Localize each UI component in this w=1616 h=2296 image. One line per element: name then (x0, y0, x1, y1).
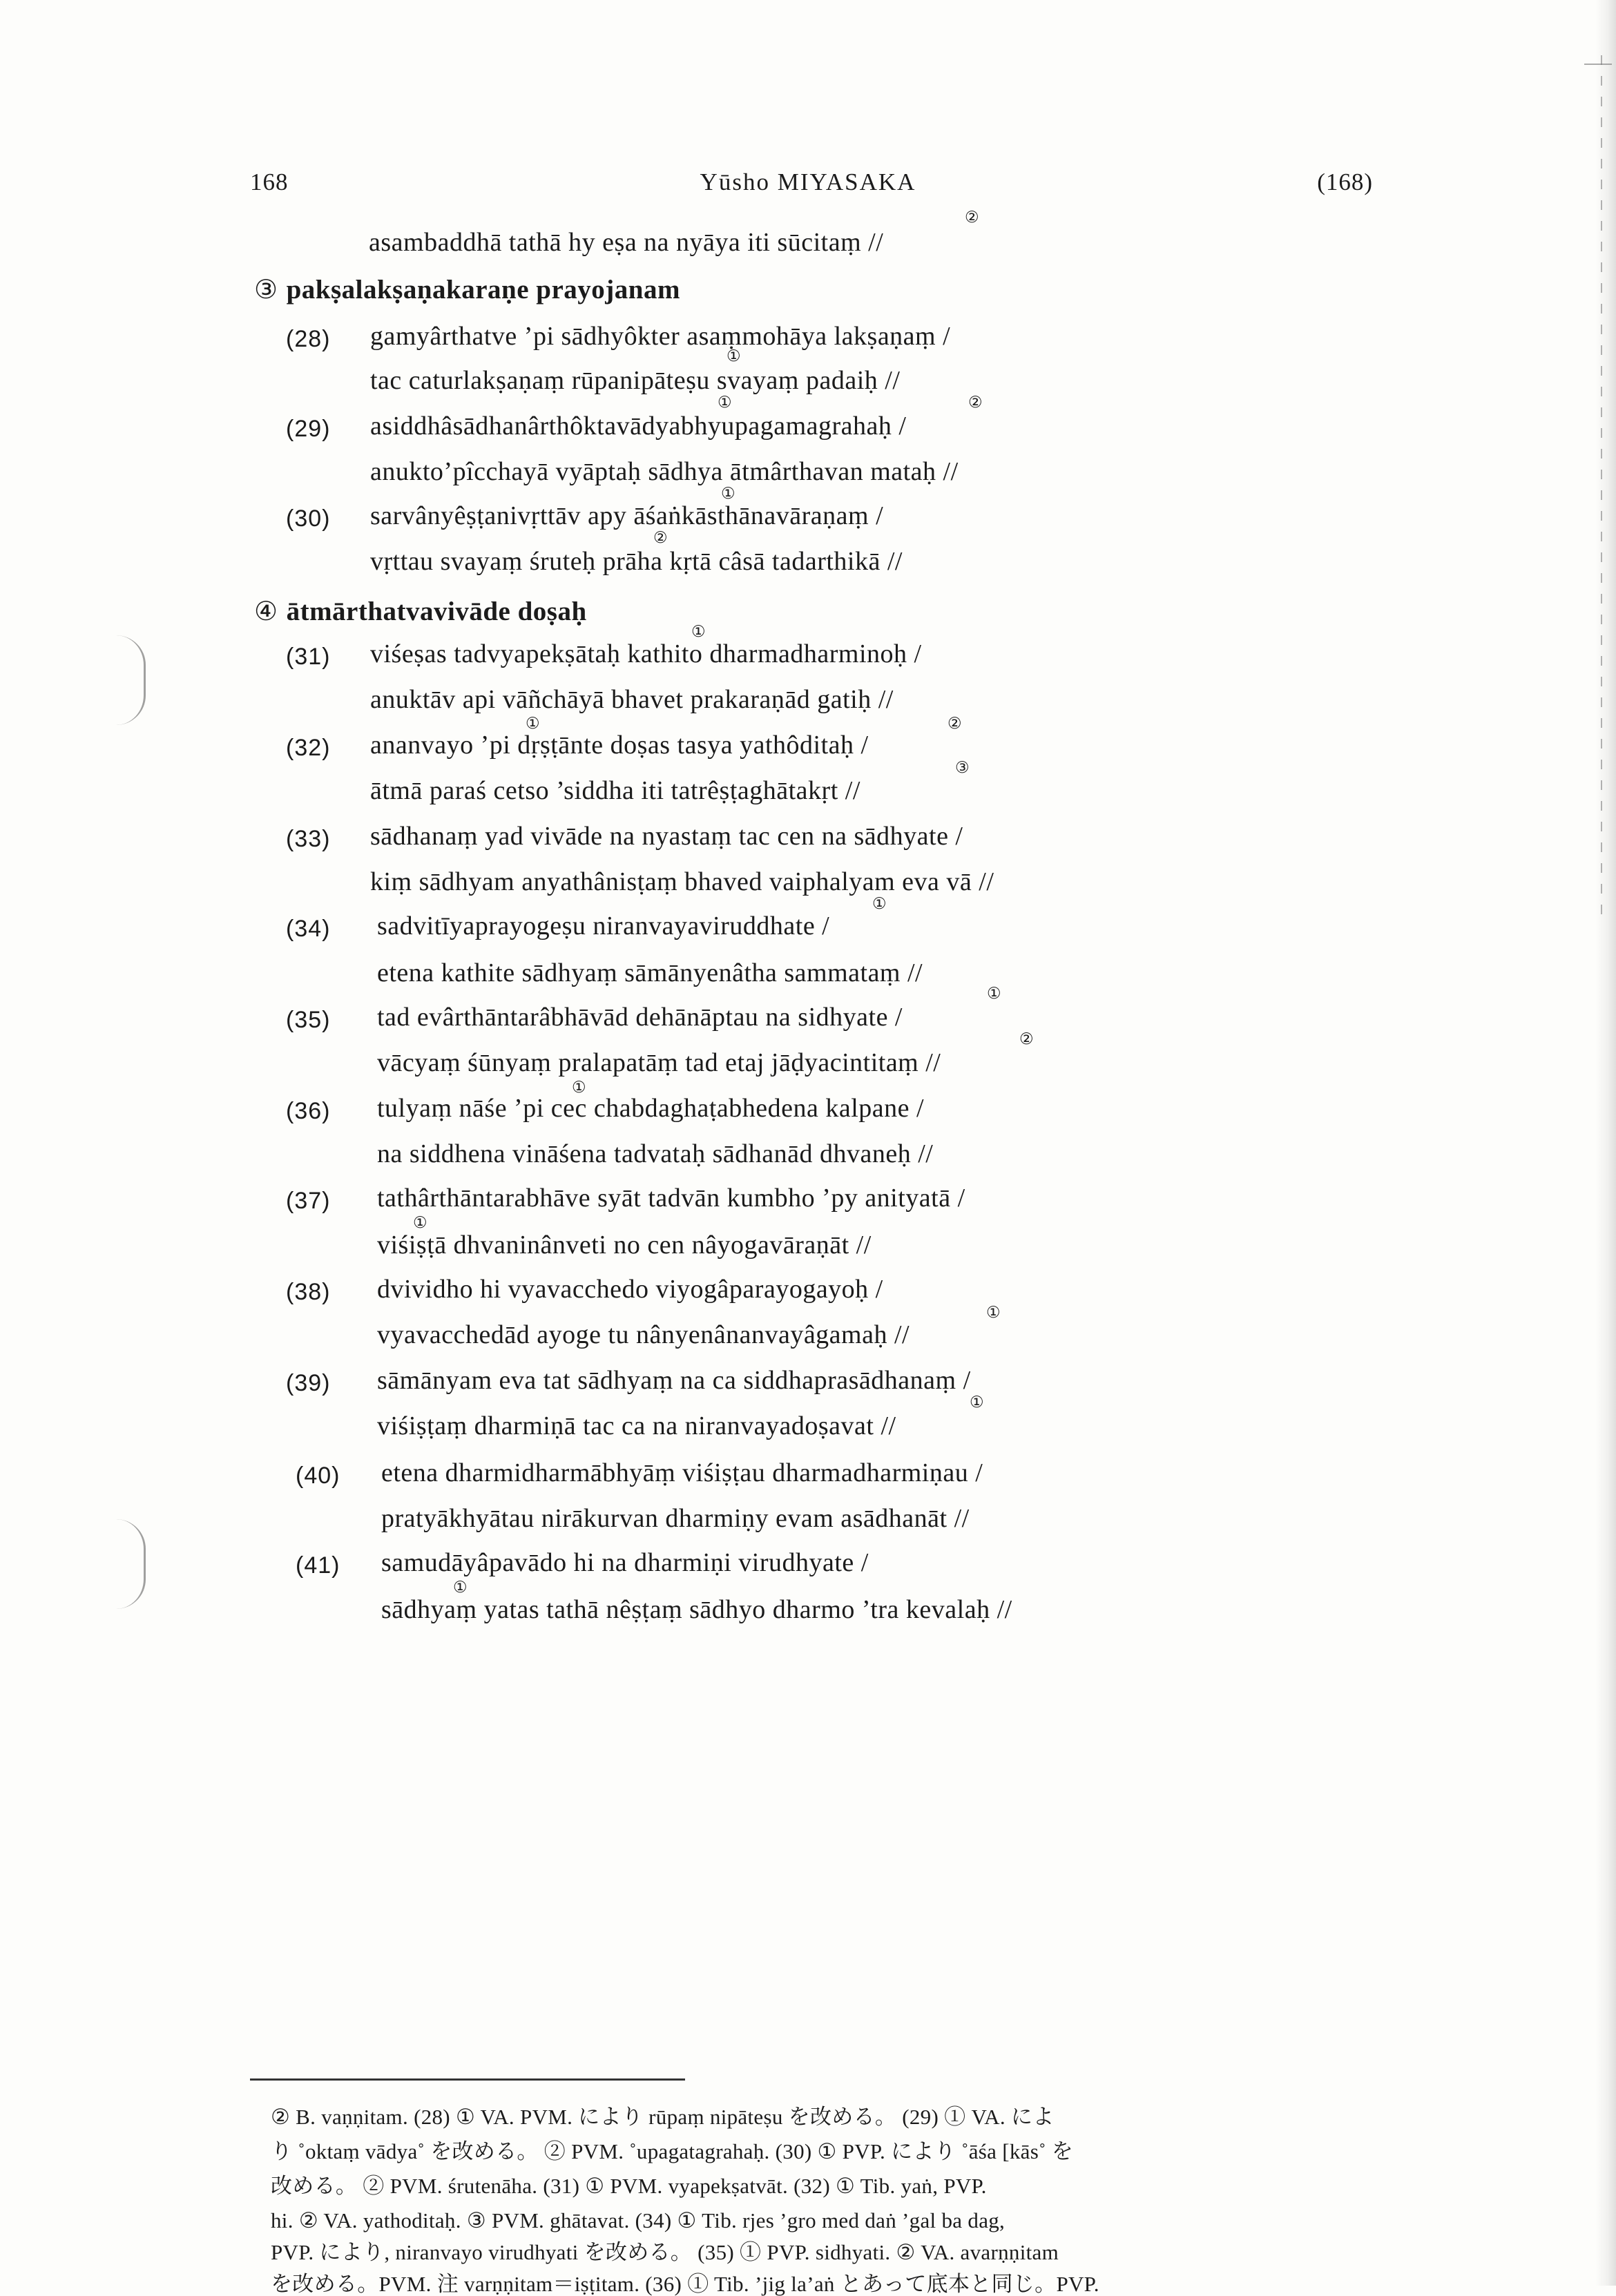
note-ref-2: ② (948, 715, 962, 733)
verse-line: sāmānyam eva tat sādhyaṃ na ca siddhaprasādhanaṃ / (377, 1366, 971, 1395)
note-ref-1: ① (986, 1304, 1001, 1322)
verse-line: ananvayo ’pi dṛṣṭānte doṣas tasya yathôditaḥ / (370, 731, 869, 760)
scan-edge-shadow (1595, 0, 1616, 2286)
note-ref-1: ① (691, 623, 706, 641)
verse-number: (35) (286, 1007, 331, 1033)
verse-line: etena dharmidharmābhyāṃ viśiṣṭau dharmadharmiṇau / (381, 1458, 983, 1487)
verse-number: (32) (286, 735, 331, 761)
verse-line: tathârthāntarabhāve syāt tadvān kumbho ’py anityatā / (377, 1184, 965, 1213)
binding-hole-mark (116, 1519, 146, 1609)
verse-line: sādhyaṃ yatas tathā nêṣṭaṃ sādhyo dharmo ’tra kevalaḥ // (381, 1595, 1012, 1624)
note-ref-1: ① (453, 1579, 468, 1596)
verse-line: pratyākhyātau nirākurvan dharmiṇy evam asādhanāt // (381, 1504, 970, 1533)
note-ref-2: ② (1019, 1030, 1034, 1048)
scan-edge-tick (1584, 64, 1612, 65)
note-ref-1: ① (721, 485, 735, 503)
verse-line-continuation: asambaddhā tathā hy eṣa na nyāya iti sūcitaṃ // (369, 228, 884, 257)
verse-line: dvividho hi vyavacchedo viyogâparayogayoḥ / (377, 1275, 883, 1304)
section-heading-3 (254, 276, 680, 303)
verse-number: (28) (286, 326, 331, 352)
note-ref-3: ③ (955, 759, 970, 777)
verse-line: viśiṣṭā dhvaninânveti no cen nâyogavāraṇāt // (377, 1231, 872, 1260)
note-ref-1: ① (970, 1393, 984, 1411)
verse-number: (33) (286, 826, 331, 852)
heading-number-3: ③ (254, 274, 278, 305)
verse-line: asiddhâsādhanârthôktavādyabhyupagamagrahaḥ / (370, 412, 907, 441)
footnote-line: hi. ② VA. yathoditaḥ. ③ PVM. ghātavat. (34) ① Tib. rjes ’gro med daṅ ’gal ba dag, (271, 2208, 1006, 2232)
verse-line: anukto’pîcchayā vyāptaḥ sādhya ātmârthavan mataḥ // (370, 457, 959, 486)
running-header-author: Yūsho MIYASAKA (700, 168, 916, 195)
heading-number-4: ④ (254, 596, 278, 626)
verse-line: tad evârthāntarâbhāvād dehānāptau na sidhyate / (377, 1003, 903, 1032)
verse-line: vṛttau svayaṃ śruteḥ prāha kṛtā câsā tadarthikā // (370, 547, 903, 576)
verse-number: (29) (286, 416, 331, 442)
verse-line: na siddhena vināśena tadvataḥ sādhanād dhvaneḥ // (377, 1139, 934, 1168)
verse-number: (31) (286, 644, 331, 670)
heading-text-4: ātmārthatvavivāde doṣaḥ (286, 597, 587, 626)
note-ref-1: ① (987, 985, 1001, 1003)
heading-text-3: pakṣalakṣaṇakaraṇe prayojanam (286, 275, 680, 305)
verse-line: ātmā paraś cetso ’siddha iti tatrêṣṭaghātakṛt // (370, 776, 860, 805)
note-ref-2: ② (965, 209, 979, 226)
note-ref-1: ① (526, 715, 540, 733)
verse-line: tulyaṃ nāśe ’pi cec chabdaghaṭabhedena kalpane / (377, 1094, 925, 1123)
footnote-line: り ˚oktaṃ vādya˚ を改める。 ② PVM. ˚upagatagrahaḥ. (30) ① PVP. により ˚āśa [kās˚ を (271, 2139, 1074, 2163)
verse-line: samudāyâpavādo hi na dharmiṇi virudhyate / (381, 1548, 869, 1577)
verse-number: (40) (296, 1463, 340, 1489)
verse-line: viśeṣas tadvyapekṣātaḥ kathito dharmadharminoḥ / (370, 639, 922, 668)
verse-number: (39) (286, 1370, 331, 1396)
verse-number: (30) (286, 505, 331, 532)
footnote-rule (250, 2078, 685, 2081)
footnote-line: を改める。PVM. 注 varṇṇitam＝iṣṭitam. (36) ① Tib. ’jig la’aṅ とあって底本と同じ。PVP. (271, 2272, 1099, 2296)
verse-line: vācyaṃ śūnyaṃ pralapatāṃ tad etaj jāḍyacintitaṃ // (377, 1048, 941, 1077)
verse-number: (36) (286, 1098, 331, 1124)
note-ref-1: ① (572, 1079, 586, 1097)
footnote-line: 改める。 ② PVM. śrutenāha. (31) ① PVM. vyapekṣatvāt. (32) ① Tib. yaṅ, PVP. (271, 2174, 987, 2198)
verse-number: (38) (286, 1279, 331, 1305)
verse-line: sadvitīyaprayogeṣu niranvayaviruddhate / (377, 911, 830, 940)
verse-line: vyavacchedād ayoge tu nânyenânanvayâgamaḥ // (377, 1320, 910, 1349)
verse-line: gamyârthatve ’pi sādhyôkter asaṃmohāya lakṣaṇaṃ / (370, 322, 951, 351)
footnote-line: ② B. vaṇṇitam. (28) ① VA. PVM. により rūpaṃ nipāteṣu を改める。 (29) ① VA. によ (271, 2105, 1055, 2129)
note-ref-1: ① (872, 895, 887, 913)
verse-line: anuktāv api vāñchāyā bhavet prakaraṇād gatiḥ // (370, 685, 894, 714)
verse-line: viśiṣṭaṃ dharmiṇā tac ca na niranvayadoṣavat // (377, 1411, 896, 1440)
binding-hole-mark (116, 635, 146, 725)
note-ref-1: ① (413, 1214, 427, 1232)
page-number-left: 168 (250, 168, 289, 195)
page-number-right: (168) (1317, 168, 1373, 195)
note-ref-2: ② (968, 394, 983, 412)
verse-line: etena kathite sādhyaṃ sāmānyenâtha sammataṃ // (377, 958, 923, 987)
verse-line: sarvânyêṣṭanivṛttāv apy āśaṅkāsthānavāraṇaṃ / (370, 501, 884, 530)
note-ref-2: ② (653, 529, 668, 547)
section-heading-4 (254, 598, 587, 625)
note-ref-1: ① (727, 347, 741, 365)
verse-number: (41) (296, 1552, 340, 1579)
verse-line: kiṃ sādhyam anyathânisṭaṃ bhaved vaiphalyam eva vā // (370, 867, 994, 896)
footnote-line: PVP. により, niranvayo virudhyati を改める。 (35) ① PVP. sidhyati. ② VA. avarṇṇitam (271, 2240, 1059, 2264)
verse-number: (37) (286, 1188, 331, 1214)
verse-line: sādhanaṃ yad vivāde na nyastaṃ tac cen na sādhyate / (370, 822, 963, 851)
note-ref-1: ① (718, 394, 732, 412)
verse-line: tac caturlakṣaṇaṃ rūpanipāteṣu svayaṃ padaiḥ // (370, 366, 901, 395)
verse-number: (34) (286, 916, 331, 942)
